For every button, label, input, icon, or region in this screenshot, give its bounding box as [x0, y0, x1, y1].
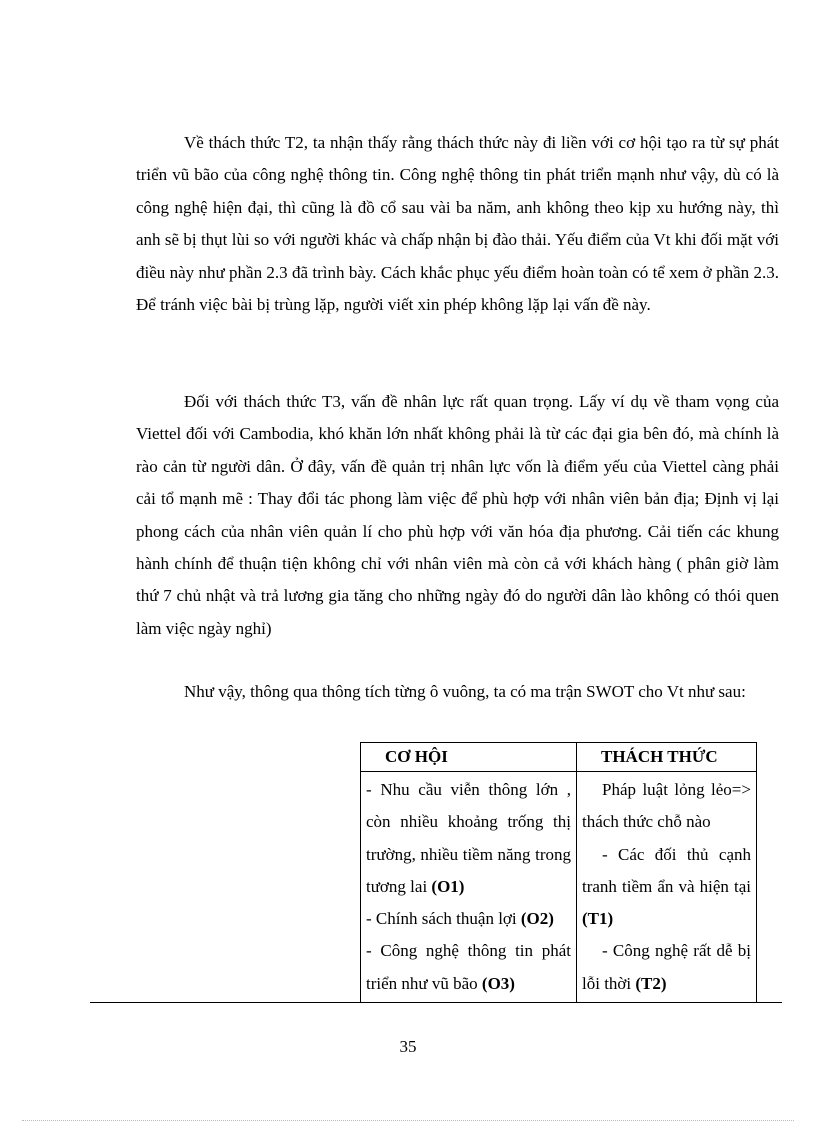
table-row	[361, 772, 757, 1003]
threat-legal: Pháp luật lỏng lẻo=> thách thức chỗ nào	[582, 780, 751, 832]
opportunity-o2: - Chính sách thuận lợi (O2)	[366, 909, 554, 929]
page-bottom-rule	[90, 1002, 782, 1003]
opportunity-o3: - Công nghệ thông tin phát triển như vũ bão (O3)	[366, 941, 571, 993]
swot-matrix-table	[360, 742, 757, 1003]
opportunities-cell	[361, 772, 577, 1003]
threats-header: THÁCH THỨC	[577, 743, 757, 772]
paragraph-t2-threat	[136, 127, 779, 321]
opportunities-header: CƠ HỘI	[361, 743, 577, 772]
threat-t1: - Các đối thủ cạnh tranh tiềm ẩn và hiện tại (T1)	[582, 844, 751, 929]
threats-cell	[577, 772, 757, 1003]
threat-t2: - Công nghệ rất dễ bị lỗi thời (T2)	[582, 941, 751, 993]
paragraph-t3-threat	[136, 386, 779, 645]
page-number: 35	[399, 1037, 417, 1056]
paragraph-text: Đối với thách thức T3, vấn đề nhân lực rất quan trọng. Lấy ví dụ về tham vọng của Viettel đối với Cambodia, khó khăn lớn nhất không phải là từ các đại gia bên đó, mà chính là rào cản từ người dân. Ở đây, vấn đề quản trị nhân lực vốn là điểm yếu của Viettel càng phải cải tổ mạnh mẽ : Thay đổi tác phong làm việc để phù hợp với nhân viên bản địa; Định vị lại phong cách của nhân viên quản lí cho phù hợp với văn hóa địa phương. Cải tiến các khung hành chính để thuận tiện không chỉ với nhân viên mà còn cả với khách hàng ( phân giờ làm thứ 7 chủ nhật và trả lương gia tăng cho những ngày đó do người dân lào không có thói quen làm việc ngày nghỉ)	[136, 392, 779, 638]
paragraph-text: Về thách thức T2, ta nhận thấy rằng thách thức này đi liền với cơ hội tạo ra từ sự phát triển vũ bão của công nghệ thông tin. Công nghệ thông tin phát triển mạnh như vậy, dù có là công nghệ hiện đại, thì cũng là đồ cổ sau vài ba năm, anh không theo kịp xu hướng này, thì anh sẽ bị thụt lùi so với người khác và chấp nhận bị đào thải. Yếu điểm của Vt khi đối mặt với điều này như phần 2.3 đã trình bày. Cách khắc phục yếu điểm hoàn toàn có tể xem ở phần 2.3. Để tránh việc bài bị trùng lặp, người viết xin phép không lặp lại vấn đề này.	[136, 133, 779, 315]
table-header-row	[361, 743, 757, 772]
page-edge-divider	[22, 1120, 794, 1121]
paragraph-text: Như vậy, thông qua thông tích từng ô vuông, ta có ma trận SWOT cho Vt như sau:	[184, 682, 746, 701]
opportunity-o1: - Nhu cầu viễn thông lớn , còn nhiều khoảng trống thị trường, nhiều tiềm năng trong tương lai (O1)	[366, 780, 571, 896]
paragraph-swot-intro	[136, 676, 779, 708]
